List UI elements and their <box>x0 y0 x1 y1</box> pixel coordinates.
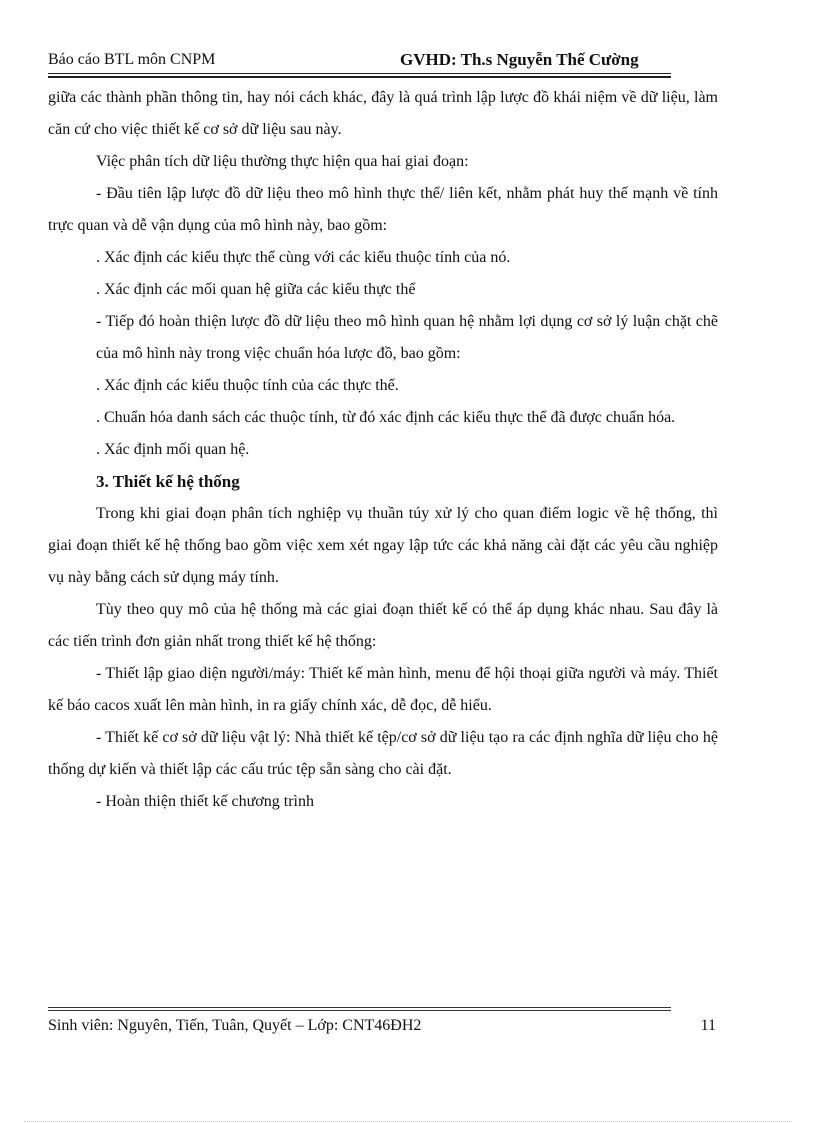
header-instructor: GVHD: Th.s Nguyễn Thế Cường <box>400 50 639 69</box>
paragraph: - Thiết kế cơ sở dữ liệu vật lý: Nhà thiết kế tệp/cơ sở dữ liệu tạo ra các định nghĩa dữ liệu cho hệ thống dự kiến và thiết lập các cấu trúc tệp sẵn sàng cho cài đặt. <box>48 729 718 778</box>
paragraph: giữa các thành phần thông tin, hay nói cách khác, đây là quá trình lập lược đồ khái niệm về dữ liệu, làm căn cứ cho việc thiết kế cơ sở dữ liệu sau này. <box>48 89 718 138</box>
footer-rule-bottom <box>48 1010 671 1011</box>
list-item: . Xác định các kiểu thực thể cùng với các kiểu thuộc tính của nó. <box>96 249 511 266</box>
list-item: . Xác định mối quan hệ. <box>96 441 250 458</box>
header-course: Báo cáo BTL môn CNPM <box>48 51 216 68</box>
paragraph: Tùy theo quy mô của hệ thống mà các giai đoạn thiết kế có thể áp dụng khác nhau. Sau đây là các tiến trình đơn giản nhất trong thiết kế hệ thống: <box>48 601 718 650</box>
page-number: 11 <box>700 1017 716 1034</box>
footer-students: Sinh viên: Nguyên, Tiến, Tuân, Quyết – Lớp: CNT46ĐH2 <box>48 1017 422 1034</box>
list-item: . Xác định các mối quan hệ giữa các kiểu thực thể <box>96 281 416 298</box>
paragraph: - Thiết lập giao diện người/máy: Thiết kế màn hình, menu để hội thoại giữa người và máy. Thiết kế báo cacos xuất lên màn hình, in ra giấy chính xác, dễ đọc, dễ hiểu. <box>48 665 718 714</box>
paragraph: - Tiếp đó hoàn thiện lược đồ dữ liệu theo mô hình quan hệ nhằm lợi dụng cơ sở lý luận chặt chẽ của mô hình này trong việc chuẩn hóa lược đồ, bao gồm: <box>96 313 718 362</box>
paragraph: - Hoàn thiện thiết kế chương trình <box>96 793 314 810</box>
page-edge-divider <box>24 1121 792 1122</box>
paragraph: - Đầu tiên lập lược đồ dữ liệu theo mô hình thực thể/ liên kết, nhằm phát huy thế mạnh về tính trực quan và dễ vận dụng của mô hình này, bao gồm: <box>48 185 718 234</box>
section-heading: 3. Thiết kế hệ thống <box>96 472 240 491</box>
page-body <box>48 82 718 818</box>
paragraph: Trong khi giai đoạn phân tích nghiệp vụ thuần túy xử lý cho quan điểm logic về hệ thống, thì giai đoạn thiết kế hệ thống bao gồm việc xem xét ngay lập tức các khả năng cài đặt các yêu cầu nghiệp vụ này bằng cách sử dụng máy tính. <box>48 505 718 586</box>
header-rule <box>48 73 671 74</box>
list-item: . Xác định các kiểu thuộc tính của các thực thể. <box>96 377 399 394</box>
list-item: . Chuẩn hóa danh sách các thuộc tính, từ đó xác định các kiểu thực thể đã được chuẩn hóa. <box>96 409 676 426</box>
page-footer <box>48 1016 718 1036</box>
footer-rule-top <box>48 1007 671 1008</box>
header-rule-thick <box>48 76 671 78</box>
paragraph: Việc phân tích dữ liệu thường thực hiện qua hai giai đoạn: <box>96 153 469 170</box>
